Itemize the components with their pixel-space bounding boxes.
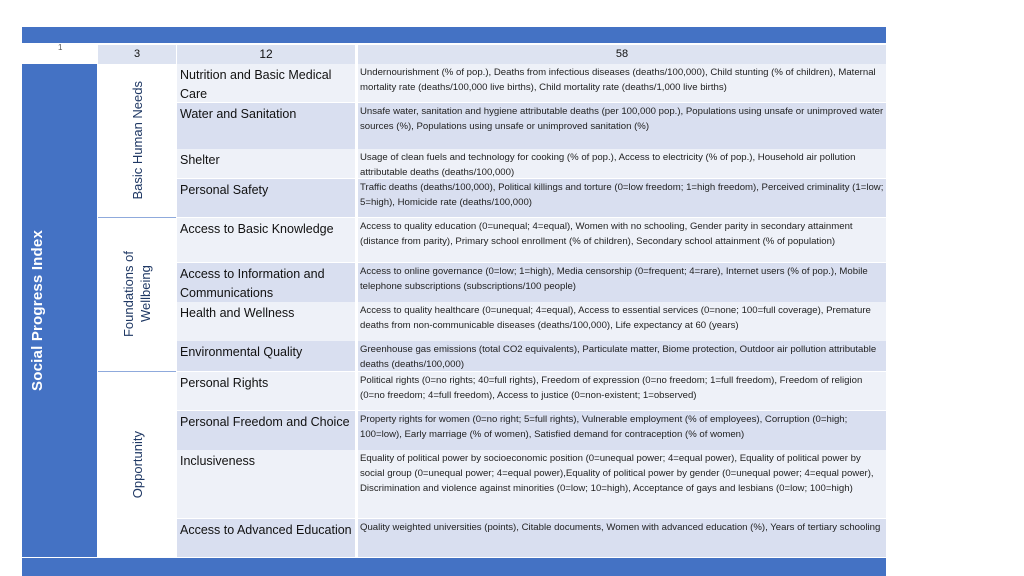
component-indicators: Unsafe water, sanitation and hygiene attributable deaths (per 100,000 pop.), Populations using unsafe or unimproved water sources (%), Populations using unsafe or unimproved sanitation (%) xyxy=(358,103,886,149)
dimension-label-line2: Wellbeing xyxy=(138,266,153,323)
component-indicators: Usage of clean fuels and technology for cooking (% of pop.), Access to electricity (% of pop.), Household air pollution attributable deaths (deaths/100,000) xyxy=(358,149,886,178)
component-indicators: Access to quality education (0=unequal; 4=equal), Women with no schooling, Gender parity in secondary attainment (distance from parity), Primary school enrollment (% of children), Secondary school attainment (% of population) xyxy=(358,218,886,262)
dimension-label: Basic Human Needs xyxy=(129,81,145,200)
component-indicators: Greenhouse gas emissions (total CO2 equivalents), Particulate matter, Biome protection, Outdoor air pollution attributable deaths (deaths/100,000) xyxy=(358,341,886,371)
index-title xyxy=(22,64,52,557)
table-row xyxy=(177,218,886,262)
components-count: 12 xyxy=(259,47,273,61)
dimension-foundations-of-wellbeing xyxy=(98,218,176,371)
dimension-basic-human-needs xyxy=(98,64,176,217)
table-row xyxy=(177,450,886,518)
component-indicators: Undernourishment (% of pop.), Deaths from infectious diseases (deaths/100,000), Child stunting (% of children), Maternal mortality rate (deaths/100,000 live births), Child mortality rate (deaths/1,000 live births) xyxy=(358,64,886,102)
component-name: Access to Advanced Education xyxy=(177,519,355,557)
component-name: Access to Basic Knowledge xyxy=(177,218,355,262)
component-name: Nutrition and Basic Medical Care xyxy=(177,64,355,102)
component-indicators: Traffic deaths (deaths/100,000), Political killings and torture (0=low freedom; 1=high freedom), Perceived criminality (1=low; 5=high), Homicide rate (deaths/100,000) xyxy=(358,179,886,217)
dimensions-count: 3 xyxy=(133,48,141,60)
dimension-label-line1: Foundations of xyxy=(121,251,136,338)
component-indicators: Political rights (0=no rights; 40=full rights), Freedom of expression (0=no freedom; 1=full freedom), Freedom of religion (0=no freedom; 4=full freedom), Access to justice (0=non-existent; 1=observed) xyxy=(358,372,886,410)
table-row xyxy=(177,64,886,102)
top-bar xyxy=(22,27,886,43)
component-name: Environmental Quality xyxy=(177,341,355,371)
table-row xyxy=(177,411,886,450)
component-indicators: Access to quality healthcare (0=unequal; 4=equal), Access to essential services (0=none; 100=full coverage), Premature deaths from non-communicable diseases (deaths/100,000), Life expectancy at 60 (years) xyxy=(358,302,886,341)
table-row xyxy=(177,149,886,178)
table-row xyxy=(177,519,886,557)
table-row xyxy=(177,302,886,341)
dimension-label: Opportunity xyxy=(129,430,145,499)
component-name: Health and Wellness xyxy=(177,302,355,341)
index-title-text: Social Progress Index xyxy=(28,230,46,391)
dimension-label xyxy=(120,251,154,337)
dimension-opportunity xyxy=(98,372,176,557)
component-name: Personal Freedom and Choice xyxy=(177,411,355,450)
component-indicators: Quality weighted universities (points), Citable documents, Women with advanced education (%), Years of tertiary schooling xyxy=(358,519,886,557)
component-name: Personal Rights xyxy=(177,372,355,410)
table-row xyxy=(177,103,886,149)
bottom-bar xyxy=(22,558,886,576)
component-name: Personal Safety xyxy=(177,179,355,217)
component-indicators: Property rights for women (0=no right; 5=full rights), Vulnerable employment (% of employees), Corruption (0=high; 100=low), Early marriage (% of women), Satisfied demand for contraception (% of women) xyxy=(358,411,886,450)
component-indicators: Access to online governance (0=low; 1=high), Media censorship (0=frequent; 4=rare), Internet users (% of pop.), Mobile telephone subscriptions (subscriptions/100 people) xyxy=(358,263,886,302)
table-row xyxy=(177,341,886,371)
component-name: Access to Information and Communications xyxy=(177,263,355,302)
indicators-count: 58 xyxy=(615,48,629,60)
component-indicators: Equality of political power by socioeconomic position (0=unequal power; 4=equal power), Equality of political power by social group (0=unequal power; 4=equal power),Equality of political power by gender (0=unequal power; 4=equal power), Discrimination and violence against minorities (0=low; 10=high), Acceptance of gays and lesbians (0=low; 100=high) xyxy=(358,450,886,518)
table-row xyxy=(177,179,886,217)
slide-number: 1 xyxy=(58,43,63,52)
table-row xyxy=(177,263,886,302)
component-name: Inclusiveness xyxy=(177,450,355,518)
table-row xyxy=(177,372,886,410)
component-name: Water and Sanitation xyxy=(177,103,355,149)
component-name: Shelter xyxy=(177,149,355,178)
